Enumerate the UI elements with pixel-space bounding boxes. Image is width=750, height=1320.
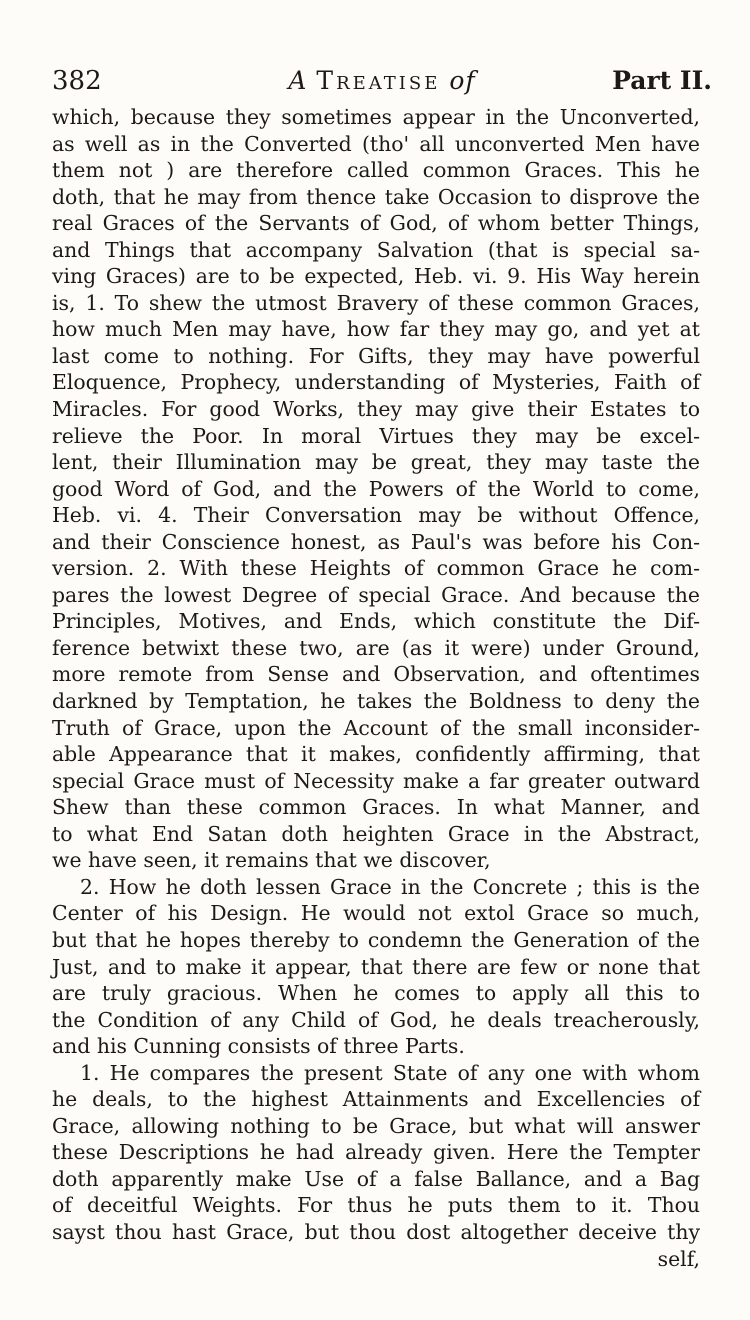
- text-line: darkned by Temptation, he takes the Boldness to deny the: [52, 689, 700, 714]
- text-line: Center of his Design. He would not extol Grace so much,: [52, 901, 700, 926]
- text-line: sayst thou hast Grace, but thou dost altogether deceive thy: [52, 1219, 700, 1244]
- text-line: 1. He compares the present State of any one with whom: [80, 1060, 700, 1085]
- text-line: doth apparently make Use of a false Ballance, and a Bag: [52, 1166, 700, 1191]
- text-line: as well as in the Converted (tho' all unconverted Men have: [52, 131, 700, 156]
- text-line: ference betwixt these two, are (as it were) under Ground,: [52, 635, 700, 660]
- catchword: self,: [657, 1246, 700, 1271]
- text-line: Eloquence, Prophecy, understanding of Mysteries, Faith of: [52, 370, 700, 395]
- text-line: is, 1. To shew the utmost Bravery of these common Graces,: [52, 290, 700, 315]
- text-line: ving Graces) are to be expected, Heb. vi. 9. His Way herein: [52, 264, 700, 289]
- text-line: Heb. vi. 4. Their Conversation may be without Offence,: [52, 503, 700, 528]
- text-line: we have seen, it remains that we discover,: [52, 848, 491, 873]
- text-line: pares the lowest Degree of special Grace. And because the: [52, 582, 700, 607]
- text-line: Principles, Motives, and Ends, which constitute the Dif-: [52, 609, 700, 634]
- page-number: 382: [52, 66, 102, 96]
- text-line: are truly gracious. When he comes to apply all this to: [52, 981, 700, 1006]
- text-line: and Things that accompany Salvation (that is special sa-: [52, 237, 700, 262]
- text-line: Miracles. For good Works, they may give their Estates to: [52, 397, 700, 422]
- text-line: Just, and to make it appear, that there are few or none that: [52, 954, 700, 979]
- text-line: to what End Satan doth heighten Grace in the Abstract,: [52, 821, 700, 846]
- text-line: Grace, allowing nothing to be Grace, but what will answer: [52, 1113, 700, 1138]
- text-line: them not ) are therefore called common Graces. This he: [52, 158, 700, 183]
- text-line: relieve the Poor. In moral Virtues they may be excel-: [52, 423, 700, 448]
- text-line: doth, that he may from thence take Occasion to disprove the: [52, 184, 700, 209]
- part-label: Part II.: [612, 66, 712, 95]
- text-line: Shew than these common Graces. In what Manner, and: [52, 795, 700, 820]
- title-word: Treatise: [316, 66, 441, 95]
- text-line: version. 2. With these Heights of common Grace he com-: [52, 556, 700, 581]
- title-preposition: of: [449, 66, 476, 95]
- text-line: real Graces of the Servants of God, of whom better Things,: [52, 211, 700, 236]
- running-header: [52, 66, 712, 106]
- text-line: these Descriptions he had already given. Here the Tempter: [52, 1140, 700, 1165]
- text-line: last come to nothing. For Gifts, they may have powerful: [52, 343, 700, 368]
- text-line: and their Conscience honest, as Paul's was before his Con-: [52, 529, 700, 554]
- text-line: more remote from Sense and Observation, and oftentimes: [52, 662, 700, 687]
- text-line: able Appearance that it makes, confidently affirming, that: [52, 742, 700, 767]
- text-line: which, because they sometimes appear in the Unconverted,: [52, 105, 700, 129]
- text-line: lent, their Illumination may be great, they may taste the: [52, 450, 700, 475]
- text-line: 2. How he doth lessen Grace in the Concrete ; this is the: [80, 874, 700, 899]
- text-line: but that he hopes thereby to condemn the Generation of the: [52, 927, 700, 952]
- text-line: of deceitful Weights. For thus he puts them to it. Thou: [52, 1193, 700, 1218]
- text-line: and his Cunning consists of three Parts.: [52, 1034, 465, 1059]
- text-line: special Grace must of Necessity make a far greater outward: [52, 768, 700, 793]
- text-line: good Word of God, and the Powers of the World to come,: [52, 476, 700, 501]
- title-article: A: [288, 66, 308, 95]
- text-line: the Condition of any Child of God, he deals treacherously,: [52, 1007, 700, 1032]
- text-line: he deals, to the highest Attainments and Excellencies of: [52, 1087, 700, 1112]
- body-text: [52, 104, 700, 1272]
- text-line: how much Men may have, how far they may go, and yet at: [52, 317, 700, 342]
- text-line: Truth of Grace, upon the Account of the small inconsider-: [52, 715, 700, 740]
